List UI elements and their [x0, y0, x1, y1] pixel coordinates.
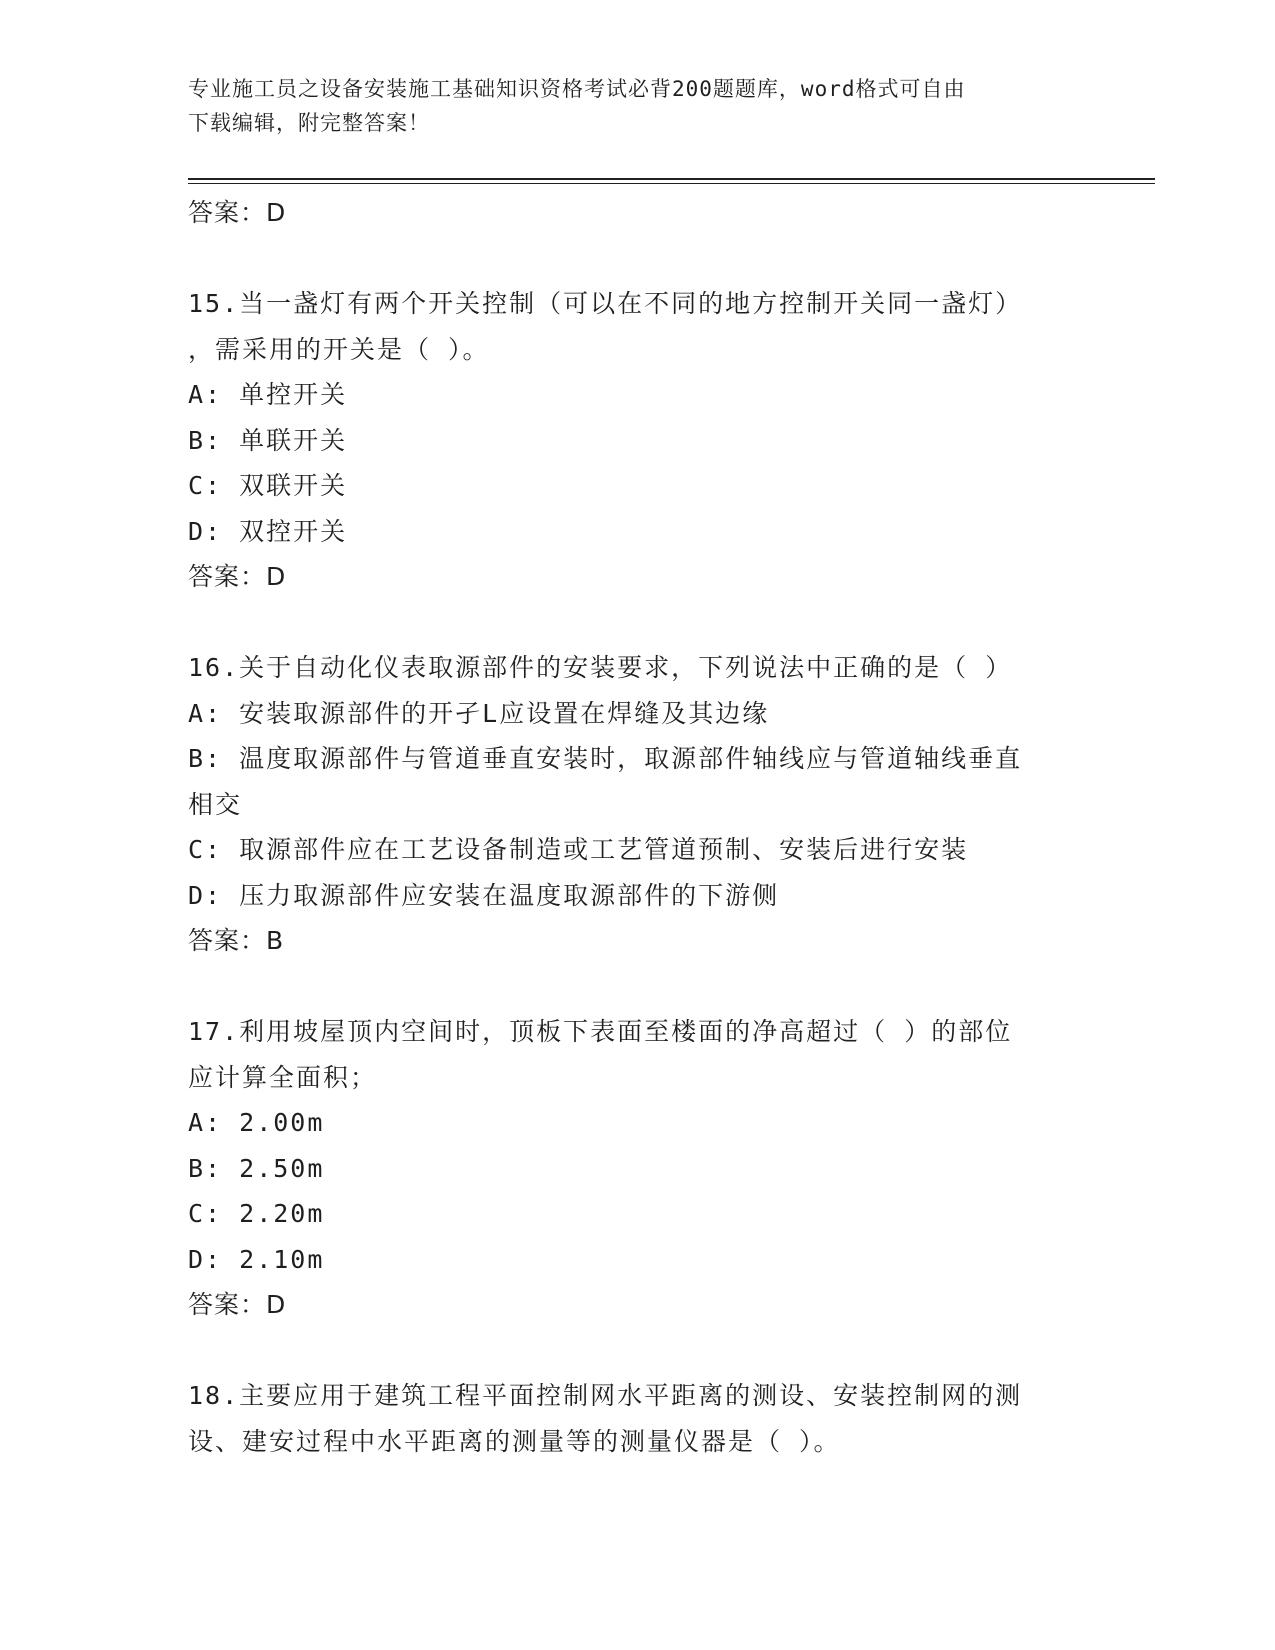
question-16: [188, 645, 1088, 964]
question-15: [188, 281, 1088, 600]
answer: 答案：D: [188, 1290, 287, 1319]
header-line-2: 下载编辑，附完整答案！: [188, 111, 430, 135]
option-d: D: 双控开关: [188, 516, 348, 546]
option-d: D: 2.10m: [188, 1244, 325, 1274]
option-b-continued: 相交: [188, 789, 243, 819]
option-b: B: 单联开关: [188, 425, 348, 455]
question-text: ，需采用的开关是（ ）。: [188, 334, 490, 364]
option-a: A: 安装取源部件的开孑L应设置在焊缝及其边缘: [188, 698, 770, 728]
option-a: A: 2.00m: [188, 1108, 325, 1137]
question-text: 18.主要应用于建筑工程平面控制网水平距离的测设、安装控制网的测: [188, 1381, 1023, 1410]
question-text: 设、建安过程中水平距离的测量等的测量仪器是（ ）。: [188, 1426, 841, 1456]
question-text: 应计算全面积；: [188, 1062, 378, 1092]
option-c: C: 双联开关: [188, 471, 348, 500]
option-b: B: 温度取源部件与管道垂直安装时，取源部件轴线应与管道轴线垂直: [188, 744, 1023, 773]
document-header: [188, 72, 1088, 140]
question-text: 16.关于自动化仪表取源部件的安装要求，下列说法中正确的是（ ）: [188, 653, 1013, 682]
answer: 答案：B: [188, 926, 285, 955]
option-b: B: 2.50m: [188, 1153, 325, 1183]
header-divider: [188, 178, 1155, 180]
header-line-1: 专业施工员之设备安装施工基础知识资格考试必背200题题库，word格式可自由: [188, 77, 966, 101]
previous-answer: 答案：D: [188, 198, 287, 227]
question-17: [188, 1009, 1088, 1328]
option-c: C: 2.20m: [188, 1199, 325, 1228]
question-text: 15.当一盏灯有两个开关控制（可以在不同的地方控制开关同一盏灯）: [188, 289, 1023, 318]
answer: 答案：D: [188, 562, 287, 591]
option-a: A: 单控开关: [188, 380, 348, 409]
option-c: C: 取源部件应在工艺设备制造或工艺管道预制、安装后进行安装: [188, 835, 969, 864]
option-d: D: 压力取源部件应安装在温度取源部件的下游侧: [188, 880, 780, 910]
question-text: 17.利用坡屋顶内空间时，顶板下表面至楼面的净高超过（ ）的部位: [188, 1017, 1013, 1046]
question-18: [188, 1373, 1088, 1464]
header-divider-thin: [188, 183, 1155, 184]
question-content: [188, 190, 1088, 1464]
